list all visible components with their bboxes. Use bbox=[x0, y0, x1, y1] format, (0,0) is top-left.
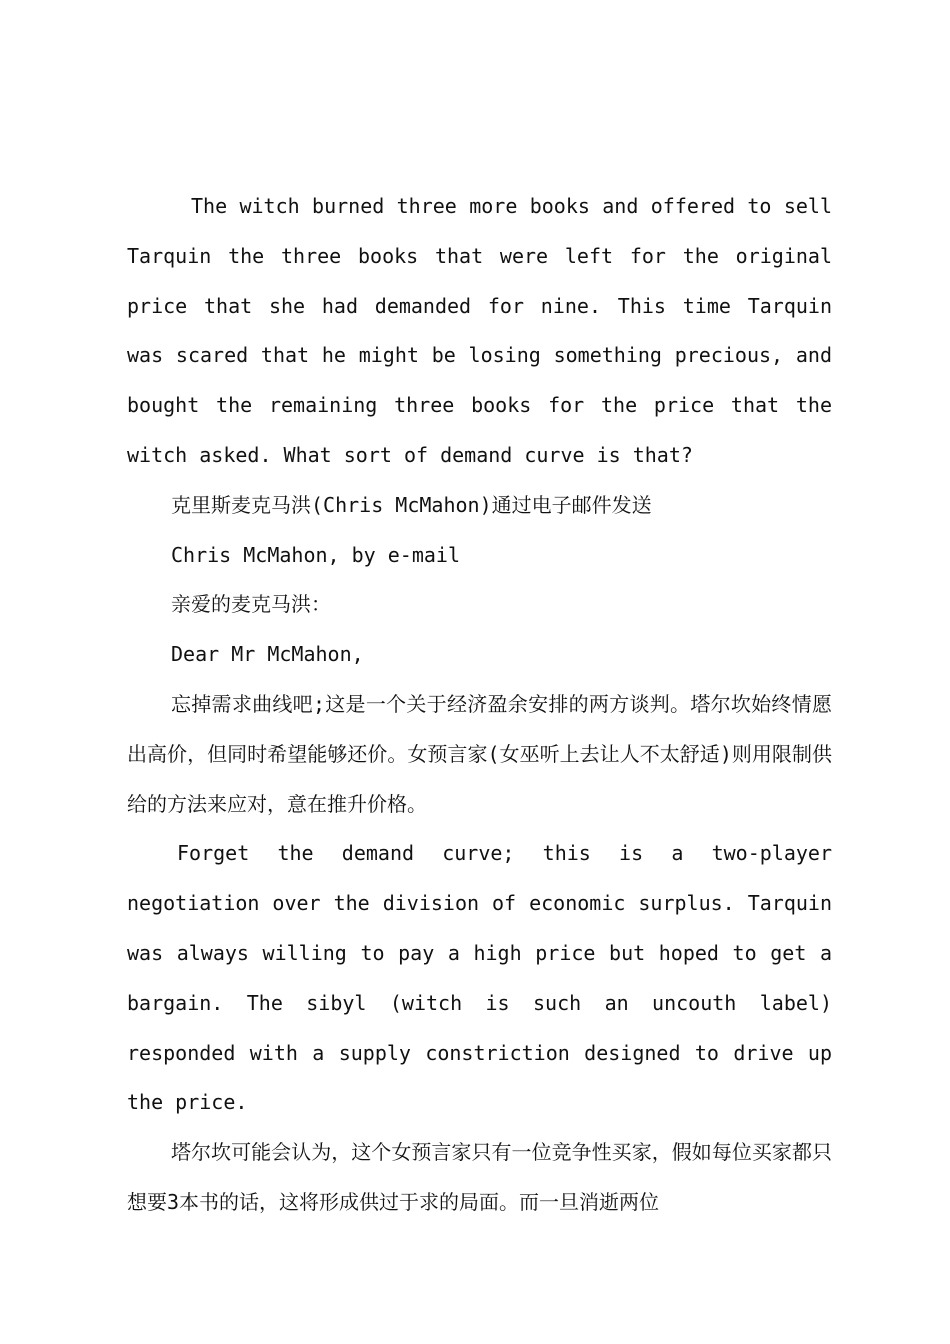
paragraph-salutation-english: Dear Mr McMahon, bbox=[171, 642, 364, 667]
paragraph-answer-english: Forget the demand curve; this is a two-player negotiation over the division of economic surplus. Tarquin was always willing to pay a high price but hoped to get a bargain. The sibyl (witch is such an uncouth label) responded with a supply constriction designed to drive up the price. bbox=[127, 841, 832, 1115]
paragraph-continuation-chinese: 塔尔坎可能会认为，这个女预言家只有一位竞争性买家，假如每位买家都只想要3本书的话，这将形成供过于求的局面。而一旦消逝两位 bbox=[127, 1140, 832, 1214]
paragraph-witch-books: The witch burned three more books and offered to sell Tarquin the three books that were left for the original price that she had demanded for nine. This time Tarquin was scared that he might be losing something precious, and bought the remaining three books for the price that the witch asked. What sort of demand curve is that? bbox=[127, 194, 832, 467]
paragraph-answer-chinese: 忘掉需求曲线吧;这是一个关于经济盈余安排的两方谈判。塔尔坎始终情愿出高价，但同时希望能够还价。女预言家(女巫听上去让人不太舒适)则用限制供给的方法来应对，意在推升价格。 bbox=[127, 691, 832, 816]
paragraph-salutation-chinese: 亲爱的麦克马洪： bbox=[171, 592, 331, 617]
paragraph-sender-chinese: 克里斯麦克马洪(Chris McMahon)通过电子邮件发送 bbox=[171, 492, 652, 517]
paragraph-sender-english: Chris McMahon, by e-mail bbox=[171, 542, 460, 567]
document-body bbox=[127, 182, 832, 1228]
